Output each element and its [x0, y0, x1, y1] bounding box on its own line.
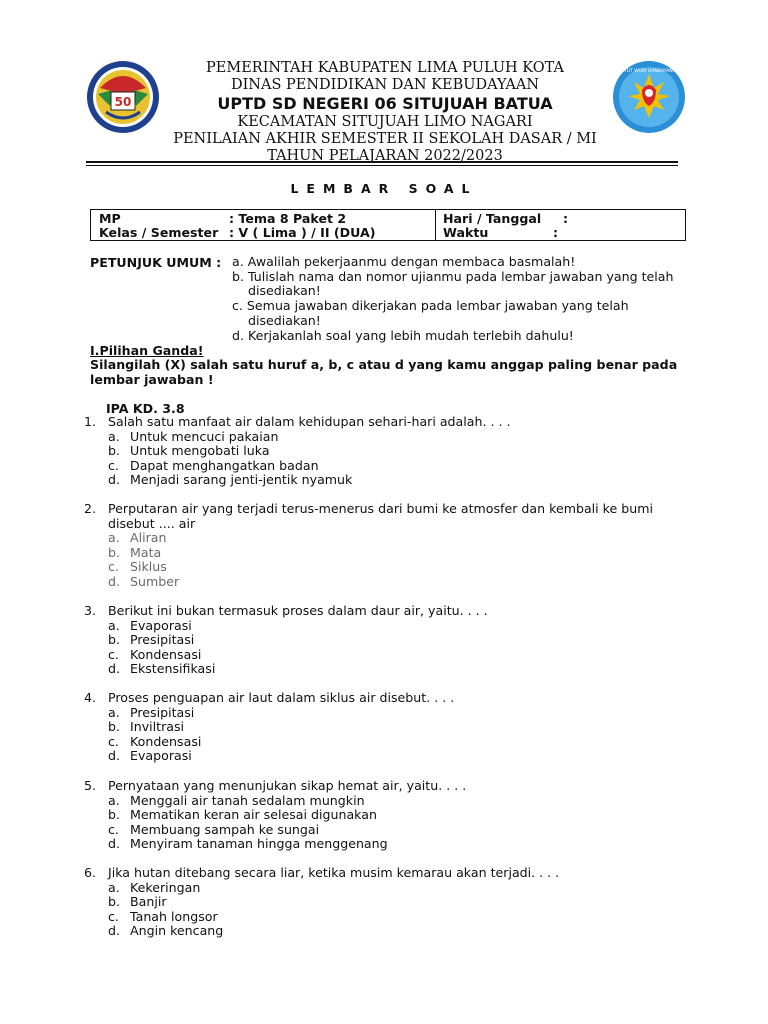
page-title: LEMBAR SOAL	[290, 181, 478, 196]
question-2	[84, 502, 684, 590]
option-c: c. Tanah longsor	[108, 908, 218, 924]
petunjuk-item-b-cont: disediakan!	[248, 283, 321, 299]
option-d: d. Menjadi sarang jenti-jentik nyamuk	[108, 472, 353, 488]
question-stem: Jika hutan ditebang secara liar, ketika musim kemarau akan terjadi. . . .	[108, 865, 560, 880]
header-line-year: TAHUN PELAJARAN 2022/2023	[267, 148, 503, 164]
question-stem: Pernyataan yang menunjukan sikap hemat air, yaitu. . . .	[108, 778, 467, 793]
option-b: b. Mematikan keran air selesai digunakan	[108, 807, 377, 823]
question-number: 3.	[84, 603, 97, 618]
hari-colon: :	[563, 211, 569, 226]
option-c: c. Membuang sampah ke sungai	[108, 821, 320, 837]
kelas-value: : V ( Lima ) / II (DUA)	[229, 225, 376, 240]
logo-motto: TUT WURI HANDAYANI	[624, 69, 674, 74]
option-c: c. Dapat menghangatkan badan	[108, 457, 319, 473]
option-a: a. Menggali air tanah sedalam mungkin	[108, 792, 365, 808]
waktu-colon: :	[553, 225, 559, 240]
header-line-district: KECAMATAN SITUJUAH LIMO NAGARI	[237, 114, 533, 130]
mp-label: MP	[99, 211, 121, 226]
option-b: b. Inviltrasi	[108, 719, 185, 735]
option-a: a. Untuk mencuci pakaian	[108, 428, 279, 444]
kelas-label: Kelas / Semester	[99, 225, 219, 240]
waktu-label: Waktu	[443, 225, 489, 240]
tut-wuri-handayani-logo	[612, 60, 686, 134]
question-number: 1.	[84, 414, 97, 429]
option-b: b. Banjir	[108, 894, 167, 910]
option-c: c. Kondensasi	[108, 646, 202, 662]
letterhead	[160, 60, 610, 165]
option-d: d. Angin kencang	[108, 923, 224, 939]
question-stem: Berikut ini bukan termasuk proses dalam daur air, yaitu. . . .	[108, 603, 488, 618]
emblem-number: 50	[114, 95, 132, 109]
question-3	[84, 604, 684, 677]
option-a: a. Aliran	[108, 530, 167, 546]
question-number: 4.	[84, 690, 97, 705]
question-stem: Proses penguapan air laut dalam siklus air disebut. . . .	[108, 690, 455, 705]
question-4	[84, 691, 684, 764]
header-school-name: UPTD SD NEGERI 06 SITUJUAH BATUA	[217, 94, 553, 113]
section-instruction: Silangilah (X) salah satu huruf a, b, c atau d yang kamu anggap paling benar pada lembar jawaban !	[90, 357, 678, 387]
question-number: 6.	[84, 865, 97, 880]
mp-value: : Tema 8 Paket 2	[229, 211, 347, 226]
info-divider	[435, 210, 436, 240]
header-line-government: PEMERINTAH KABUPATEN LIMA PULUH KOTA	[206, 60, 564, 76]
petunjuk-item-d: d. Kerjakanlah soal yang lebih mudah terlebih dahulu!	[232, 327, 574, 343]
option-c: c. Siklus	[108, 559, 167, 575]
option-b: b. Mata	[108, 544, 162, 560]
petunjuk-item-c-cont: disediakan!	[248, 312, 321, 328]
question-5	[84, 779, 684, 852]
option-d: d. Sumber	[108, 573, 180, 589]
option-b: b. Presipitasi	[108, 632, 195, 648]
question-stem: Salah satu manfaat air dalam kehidupan sehari-hari adalah. . . .	[108, 414, 511, 429]
option-a: a. Kekeringan	[108, 879, 201, 895]
header-rule-thick	[86, 161, 678, 163]
exam-info-box	[90, 209, 686, 241]
petunjuk-item-b: b. Tulislah nama dan nomor ujianmu pada lembar jawaban yang telah	[232, 268, 674, 284]
petunjuk-label: PETUNJUK UMUM :	[90, 255, 222, 270]
option-d: d. Evaporasi	[108, 748, 192, 764]
option-a: a. Evaporasi	[108, 617, 192, 633]
option-a: a. Presipitasi	[108, 704, 195, 720]
petunjuk-list	[232, 255, 682, 343]
section-title: I.Pilihan Ganda!	[90, 343, 204, 358]
header-rule-thin	[86, 165, 678, 166]
petunjuk-item-c: c. Semua jawaban dikerjakan pada lembar jawaban yang telah	[232, 298, 629, 314]
header-line-department: DINAS PENDIDIKAN DAN KEBUDAYAAN	[230, 77, 540, 93]
option-d: d. Menyiram tanaman hingga menggenang	[108, 836, 388, 852]
question-number: 5.	[84, 778, 97, 793]
question-1	[84, 415, 684, 488]
option-c: c. Kondensasi	[108, 733, 202, 749]
hari-label: Hari / Tanggal	[443, 211, 542, 226]
option-b: b. Untuk mengobati luka	[108, 443, 270, 459]
option-d: d. Ekstensifikasi	[108, 661, 216, 677]
question-stem: Perputaran air yang terjadi terus-menerus dari bumi ke atmosfer dan kembali ke bumi disebut .... air	[108, 501, 654, 531]
regency-emblem-logo	[86, 60, 160, 134]
question-number: 2.	[84, 501, 97, 516]
petunjuk-item-a: a. Awalilah pekerjaanmu dengan membaca basmalah!	[232, 254, 576, 269]
question-6	[84, 866, 684, 939]
kd-label: IPA KD. 3.8	[106, 401, 185, 416]
header-line-exam: PENILAIAN AKHIR SEMESTER II SEKOLAH DASAR / MI	[173, 131, 597, 147]
